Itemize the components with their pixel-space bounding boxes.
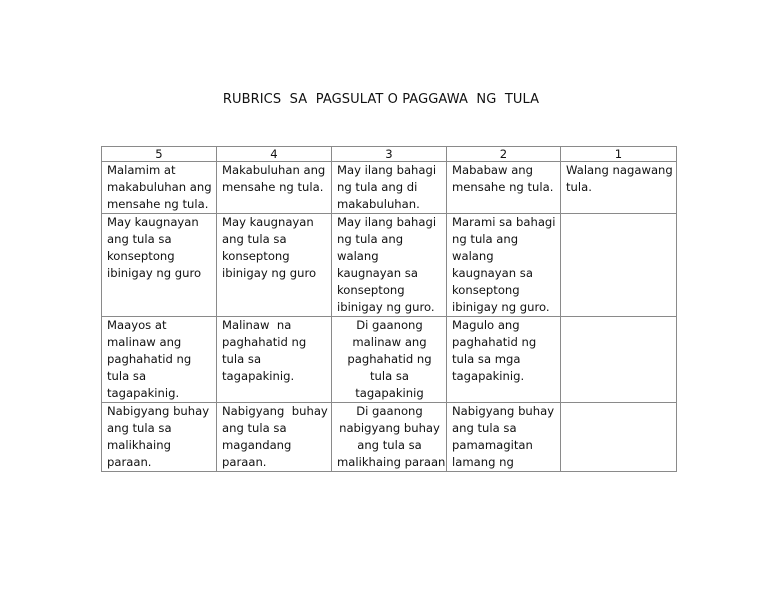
cell-line: konseptong — [222, 249, 290, 263]
cell-line: paghahatid ng — [107, 352, 192, 366]
cell-line: ibinigay ng guro. — [452, 300, 550, 314]
cell-line: walang — [452, 249, 494, 263]
cell-line: Nabigyang buhay — [452, 404, 555, 418]
rubric-cell — [332, 162, 447, 214]
cell-line: makabuluhan ang — [107, 180, 212, 194]
cell-line: Malinaw na — [222, 318, 292, 332]
criteria-row-paghahatid — [102, 317, 677, 403]
cell-line: May ilang bahagi — [337, 163, 437, 177]
cell-line: ng tula ang — [337, 232, 404, 246]
cell-line: ng tula ang — [452, 232, 519, 246]
rubric-cell — [217, 162, 332, 214]
rubric-cell — [102, 403, 217, 472]
cell-line: makabuluhan. — [337, 197, 420, 211]
cell-line: paghahatid ng — [347, 352, 432, 366]
cell-line: ibinigay ng guro. — [337, 300, 435, 314]
cell-line: konseptong — [107, 249, 175, 263]
cell-line: Di gaanong — [356, 404, 423, 418]
cell-line: paghahatid ng — [452, 335, 537, 349]
cell-line: Makabuluhan ang — [222, 163, 326, 177]
cell-line: ang tula sa — [222, 421, 287, 435]
score-header-4: 4 — [217, 147, 332, 162]
cell-line: ang tula sa — [222, 232, 287, 246]
cell-line: Marami sa bahagi — [452, 215, 556, 229]
rubric-cell — [332, 403, 447, 472]
cell-line: paraan. — [107, 455, 152, 469]
cell-line: kaugnayan sa — [337, 266, 418, 280]
rubric-cell — [102, 162, 217, 214]
rubric-cell-empty — [561, 214, 677, 317]
cell-line: pamamagitan — [452, 438, 533, 452]
cell-line: Mababaw ang — [452, 163, 534, 177]
score-header-2: 2 — [447, 147, 561, 162]
cell-line: tula sa — [222, 352, 262, 366]
cell-line: malikhaing paraan — [337, 455, 446, 469]
cell-line: konseptong — [337, 283, 405, 297]
cell-line: Nabigyang buhay — [222, 404, 328, 418]
cell-line: paghahatid ng — [222, 335, 307, 349]
cell-line: ang tula sa — [107, 232, 172, 246]
cell-line: May ilang bahagi — [337, 215, 437, 229]
cell-line: tula sa mga — [452, 352, 521, 366]
rubric-cell — [561, 162, 677, 214]
cell-line: tagapakinig. — [222, 369, 295, 383]
cell-line: tagapakinig. — [107, 386, 180, 400]
score-header-5: 5 — [102, 147, 217, 162]
cell-line: Magulo ang — [452, 318, 520, 332]
cell-line: malikhaing — [107, 438, 171, 452]
page-title: RUBRICS SA PAGSULAT O PAGGAWA NG TULA — [222, 92, 540, 107]
cell-line: walang — [337, 249, 379, 263]
rubric-cell — [217, 214, 332, 317]
score-header-3: 3 — [332, 147, 447, 162]
criteria-row-pagkamalikhain — [102, 403, 677, 472]
cell-line: mensahe ng tula. — [452, 180, 554, 194]
cell-line: ang tula sa — [452, 421, 517, 435]
cell-line: magandang — [222, 438, 292, 452]
header-row — [102, 147, 677, 162]
rubric-cell-empty — [561, 403, 677, 472]
cell-line: malinaw ang — [107, 335, 182, 349]
cell-line: Di gaanong — [356, 318, 423, 332]
cell-line: mensahe ng tula. — [222, 180, 324, 194]
criteria-row-kaugnayan — [102, 214, 677, 317]
cell-line: ibinigay ng guro — [107, 266, 202, 280]
rubric-cell — [447, 214, 561, 317]
cell-line: tula sa — [369, 369, 410, 383]
cell-line: tula sa — [107, 369, 147, 383]
cell-line: tagapakinig. — [452, 369, 525, 383]
cell-line: kaugnayan sa — [452, 266, 533, 280]
rubric-cell — [332, 317, 447, 403]
rubric-cell — [102, 214, 217, 317]
cell-line: May kaugnayan — [222, 215, 314, 229]
cell-line: ibinigay ng guro — [222, 266, 317, 280]
cell-line: ang tula sa — [357, 438, 422, 452]
rubric-cell — [447, 162, 561, 214]
cell-line: paraan. — [222, 455, 267, 469]
cell-line: Malamim at — [107, 163, 176, 177]
rubric-cell — [332, 214, 447, 317]
cell-line: lamang ng — [452, 455, 514, 469]
cell-line: Nabigyang buhay — [107, 404, 210, 418]
rubric-cell-empty — [561, 317, 677, 403]
cell-line: tula. — [566, 180, 592, 194]
cell-line: malinaw ang — [352, 335, 427, 349]
rubric-cell — [447, 317, 561, 403]
cell-line: konseptong — [452, 283, 520, 297]
rubric-cell — [217, 317, 332, 403]
cell-line: May kaugnayan — [107, 215, 199, 229]
rubric-cell — [102, 317, 217, 403]
rubric-cell — [217, 403, 332, 472]
cell-line: Maayos at — [107, 318, 167, 332]
cell-line: tagapakinig — [355, 386, 424, 400]
cell-line: ang tula sa — [107, 421, 172, 435]
cell-line: Walang nagawang — [566, 163, 673, 177]
score-header-1: 1 — [561, 147, 677, 162]
rubric-table — [101, 146, 677, 472]
cell-line: nabigyang buhay — [339, 421, 440, 435]
rubric-cell — [447, 403, 561, 472]
cell-line: ng tula ang di — [337, 180, 418, 194]
cell-line: mensahe ng tula. — [107, 197, 209, 211]
criteria-row-mensahe — [102, 162, 677, 214]
